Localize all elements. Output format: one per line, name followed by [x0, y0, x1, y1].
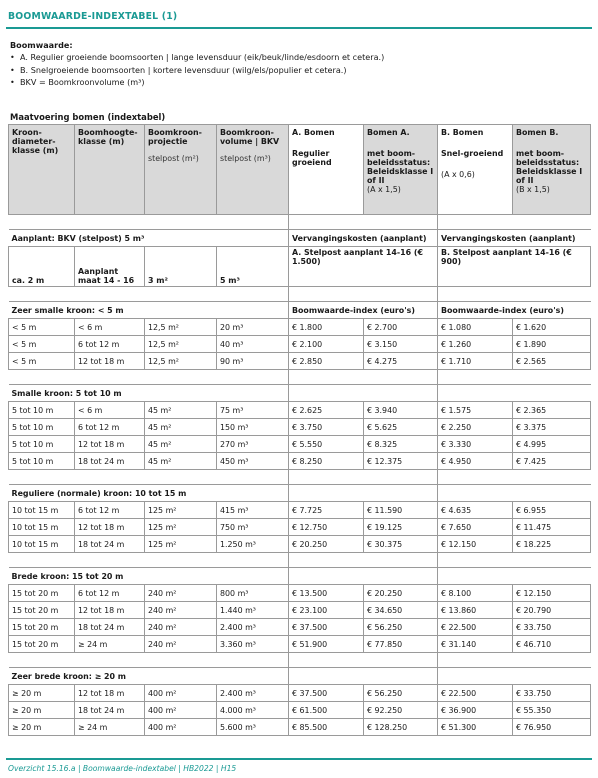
table-cell: € 20.790 [513, 602, 591, 619]
table-cell: 4.000 m³ [217, 702, 289, 719]
section-index-label-a [289, 568, 438, 585]
table-header-row [9, 125, 591, 215]
table-cell: 45 m² [145, 436, 217, 453]
header-crown-volume [217, 125, 289, 215]
table-cell: € 2.850 [289, 353, 364, 370]
table-cell: € 13.500 [289, 585, 364, 602]
planting-label-row [9, 230, 591, 247]
table-row [9, 685, 591, 702]
table-cell: € 61.500 [289, 702, 364, 719]
table-cell: 18 tot 24 m [75, 536, 145, 553]
intro-item: • BKV = Boomkroonvolume (m³) [10, 76, 384, 88]
table-cell: 18 tot 24 m [75, 619, 145, 636]
table-cell: ≥ 20 m [9, 702, 75, 719]
table-cell: 270 m³ [217, 436, 289, 453]
table-cell: € 1.260 [438, 336, 513, 353]
table-cell: 400 m² [145, 719, 217, 736]
planting-label: Aanplant: BKV (stelpost) 5 m³ [9, 230, 289, 247]
header-b-title: B. Bomen [441, 128, 484, 137]
planting-crown: ca. 2 m [9, 247, 75, 287]
table-cell: € 8.250 [289, 453, 364, 470]
table-cell: 12 tot 18 m [75, 436, 145, 453]
table-row [9, 453, 591, 470]
table-cell: € 7.725 [289, 502, 364, 519]
table-cell: 12,5 m² [145, 319, 217, 336]
table-cell: € 3.330 [438, 436, 513, 453]
table-cell: 5 tot 10 m [9, 419, 75, 436]
section-label-row [9, 385, 591, 402]
intro-item: • B. Snelgroeiende boomsoorten | kortere levensduur (wilg/els/populier et cetera.) [10, 64, 384, 76]
table-cell: € 2.250 [438, 419, 513, 436]
table-cell: 20 m³ [217, 319, 289, 336]
table-cell: 5 tot 10 m [9, 402, 75, 419]
spacer-row [9, 370, 591, 385]
spacer-row [9, 653, 591, 668]
table-cell: 3.360 m³ [217, 636, 289, 653]
section-label-row [9, 485, 591, 502]
table-cell: € 8.100 [438, 585, 513, 602]
table-cell: 18 tot 24 m [75, 702, 145, 719]
section-index-label-a: Boomwaarde-index (euro's) [289, 302, 438, 319]
table-cell: € 1.620 [513, 319, 591, 336]
header-crown-projection [145, 125, 217, 215]
header-a-sub: Regulier groeiend [292, 149, 332, 167]
table-row [9, 602, 591, 619]
table-cell: 18 tot 24 m [75, 453, 145, 470]
table-cell: 10 tot 15 m [9, 536, 75, 553]
table-cell: 12 tot 18 m [75, 519, 145, 536]
table-cell: 750 m³ [217, 519, 289, 536]
table-cell: € 12.375 [364, 453, 438, 470]
table-cell: 12,5 m² [145, 353, 217, 370]
table-cell: 800 m³ [217, 585, 289, 602]
table-cell: € 18.225 [513, 536, 591, 553]
planting-post-a: A. Stelpost aanplant 14-16 (€ 1.500) [289, 247, 438, 287]
table-cell: 12 tot 18 m [75, 685, 145, 702]
planting-volume: 5 m³ [217, 247, 289, 287]
table-caption: Maatvoering bomen (indextabel) [10, 112, 166, 122]
spacer-row [9, 470, 591, 485]
table-cell: 125 m² [145, 502, 217, 519]
table-cell: 240 m² [145, 636, 217, 653]
table-cell: 6 tot 12 m [75, 336, 145, 353]
planting-projection: 3 m² [145, 247, 217, 287]
section-label: Zeer brede kroon: ≥ 20 m [9, 668, 289, 685]
table-cell: € 20.250 [289, 536, 364, 553]
table-cell: € 77.850 [364, 636, 438, 653]
table-row [9, 436, 591, 453]
table-cell: € 1.890 [513, 336, 591, 353]
header-a-policy-trees [364, 125, 438, 215]
section-index-label-a [289, 385, 438, 402]
table-cell: 40 m³ [217, 336, 289, 353]
table-cell: 1.440 m³ [217, 602, 289, 619]
intro-block [10, 39, 384, 89]
table-cell: 240 m² [145, 602, 217, 619]
table-row [9, 619, 591, 636]
table-cell: € 5.625 [364, 419, 438, 436]
table-cell: € 7.650 [438, 519, 513, 536]
table-cell: € 12.750 [289, 519, 364, 536]
table-cell: € 1.080 [438, 319, 513, 336]
table-cell: € 12.150 [438, 536, 513, 553]
page-title: BOOMWAARDE-INDEXTABEL (1) [8, 11, 178, 22]
header-ba-factor: (A x 1,5) [367, 185, 401, 194]
table-cell: < 6 m [75, 402, 145, 419]
table-cell: ≥ 24 m [75, 719, 145, 736]
table-cell: < 5 m [9, 353, 75, 370]
section-index-label-b [438, 485, 591, 502]
section-label: Reguliere (normale) kroon: 10 tot 15 m [9, 485, 289, 502]
intro-item: • A. Regulier groeiende boomsoorten | lange levensduur (eik/beuk/linde/esdoorn et cetera.) [10, 51, 384, 63]
table-cell: 45 m² [145, 419, 217, 436]
table-cell: € 22.500 [438, 685, 513, 702]
table-cell: 90 m³ [217, 353, 289, 370]
section-index-label-a [289, 485, 438, 502]
header-bb-factor: (B x 1,5) [516, 185, 550, 194]
table-cell: € 2.100 [289, 336, 364, 353]
table-cell: € 5.550 [289, 436, 364, 453]
table-cell: € 37.500 [289, 685, 364, 702]
table-cell: € 51.900 [289, 636, 364, 653]
table-cell: € 37.500 [289, 619, 364, 636]
table-cell: 12 tot 18 m [75, 353, 145, 370]
planting-cost-label-a: Vervangingskosten (aanplant) [289, 230, 438, 247]
table-cell: € 2.625 [289, 402, 364, 419]
table-cell: € 8.325 [364, 436, 438, 453]
table-cell: < 6 m [75, 319, 145, 336]
table-row [9, 419, 591, 436]
table-cell: 400 m² [145, 685, 217, 702]
spacer-row [9, 553, 591, 568]
table-cell: 6 tot 12 m [75, 419, 145, 436]
table-cell: 2.400 m³ [217, 685, 289, 702]
table-cell: ≥ 20 m [9, 685, 75, 702]
table-row [9, 502, 591, 519]
table-cell: 15 tot 20 m [9, 636, 75, 653]
table-cell: 2.400 m³ [217, 619, 289, 636]
table-cell: 6 tot 12 m [75, 502, 145, 519]
planting-size: Aanplant maat 14 - 16 [75, 247, 145, 287]
section-index-label-a [289, 668, 438, 685]
table-cell: 5.600 m³ [217, 719, 289, 736]
table-cell: 15 tot 20 m [9, 619, 75, 636]
table-cell: ≥ 24 m [75, 636, 145, 653]
table-row [9, 353, 591, 370]
intro-list [10, 51, 384, 88]
table-row [9, 336, 591, 353]
table-cell: € 56.250 [364, 619, 438, 636]
table-cell: € 13.860 [438, 602, 513, 619]
section-label: Zeer smalle kroon: < 5 m [9, 302, 289, 319]
table-cell: € 11.475 [513, 519, 591, 536]
header-crown-projection-sub: stelpost (m²) [148, 154, 199, 163]
table-cell: € 2.565 [513, 353, 591, 370]
table-cell: 5 tot 10 m [9, 436, 75, 453]
table-row [9, 536, 591, 553]
table-cell: € 11.590 [364, 502, 438, 519]
index-table [8, 124, 591, 736]
page-footer: Overzicht 15.16.a | Boomwaarde-indextabel | HB2022 | H15 [8, 764, 237, 773]
header-crown-volume-title: Boomkroon-volume | BKV [220, 128, 280, 146]
header-crown-diameter: Kroon-diameter-klasse (m) [9, 125, 75, 215]
table-cell: € 128.250 [364, 719, 438, 736]
section-index-label-b [438, 668, 591, 685]
table-cell: € 2.700 [364, 319, 438, 336]
table-cell: < 5 m [9, 336, 75, 353]
footer-divider [6, 758, 592, 760]
planting-cost-label-b: Vervangingskosten (aanplant) [438, 230, 591, 247]
title-divider [6, 27, 592, 29]
table-cell: € 51.300 [438, 719, 513, 736]
header-crown-volume-sub: stelpost (m³) [220, 154, 271, 163]
table-cell: 45 m² [145, 453, 217, 470]
section-label-row [9, 568, 591, 585]
table-cell: € 30.375 [364, 536, 438, 553]
table-cell: € 56.250 [364, 685, 438, 702]
table-row [9, 719, 591, 736]
section-label: Brede kroon: 15 tot 20 m [9, 568, 289, 585]
table-cell: € 4.275 [364, 353, 438, 370]
table-cell: € 4.950 [438, 453, 513, 470]
table-cell: 240 m² [145, 619, 217, 636]
table-cell: € 1.800 [289, 319, 364, 336]
table-cell: 12 tot 18 m [75, 602, 145, 619]
table-cell: € 31.140 [438, 636, 513, 653]
table-cell: 125 m² [145, 536, 217, 553]
table-cell: € 12.150 [513, 585, 591, 602]
table-cell: € 1.575 [438, 402, 513, 419]
spacer-row [9, 215, 591, 230]
table-cell: € 3.150 [364, 336, 438, 353]
table-cell: € 3.940 [364, 402, 438, 419]
table-cell: 6 tot 12 m [75, 585, 145, 602]
table-cell: € 92.250 [364, 702, 438, 719]
table-row [9, 519, 591, 536]
header-ba-sub: met boom-beleidsstatus: Beleidsklasse I of II [367, 149, 434, 185]
table-cell: € 4.995 [513, 436, 591, 453]
table-cell: 5 tot 10 m [9, 453, 75, 470]
table-cell: € 85.500 [289, 719, 364, 736]
header-ba-title: Bomen A. [367, 128, 410, 137]
table-row [9, 636, 591, 653]
header-a-trees [289, 125, 364, 215]
section-label-row [9, 302, 591, 319]
table-cell: € 36.900 [438, 702, 513, 719]
section-label: Smalle kroon: 5 tot 10 m [9, 385, 289, 402]
table-cell: 400 m² [145, 702, 217, 719]
table-cell: 10 tot 15 m [9, 519, 75, 536]
table-cell: € 23.100 [289, 602, 364, 619]
table-row [9, 402, 591, 419]
section-index-label-b [438, 568, 591, 585]
table-cell: € 3.375 [513, 419, 591, 436]
table-cell: 75 m³ [217, 402, 289, 419]
table-cell: € 76.950 [513, 719, 591, 736]
header-bb-sub: met boom-beleidsstatus: Beleidsklasse I of II [516, 149, 583, 185]
table-cell: < 5 m [9, 319, 75, 336]
table-cell: € 3.750 [289, 419, 364, 436]
table-cell: € 33.750 [513, 619, 591, 636]
table-cell: 10 tot 15 m [9, 502, 75, 519]
table-row [9, 319, 591, 336]
table-cell: 150 m³ [217, 419, 289, 436]
table-cell: 45 m² [145, 402, 217, 419]
table-cell: 12,5 m² [145, 336, 217, 353]
planting-row [9, 247, 591, 287]
spacer-row [9, 287, 591, 302]
table-cell: € 1.710 [438, 353, 513, 370]
header-crown-projection-title: Boomkroon-projectie [148, 128, 202, 146]
table-cell: 415 m³ [217, 502, 289, 519]
intro-heading: Boomwaarde: [10, 40, 73, 50]
table-cell: € 22.500 [438, 619, 513, 636]
table-row [9, 702, 591, 719]
header-tree-height: Boomhoogte-klasse (m) [75, 125, 145, 215]
planting-post-b: B. Stelpost aanplant 14-16 (€ 900) [438, 247, 591, 287]
table-cell: € 6.955 [513, 502, 591, 519]
header-b-trees [438, 125, 513, 215]
table-cell: 125 m² [145, 519, 217, 536]
table-row [9, 585, 591, 602]
section-label-row [9, 668, 591, 685]
table-cell: € 19.125 [364, 519, 438, 536]
header-a-title: A. Bomen [292, 128, 335, 137]
section-index-label-b [438, 385, 591, 402]
header-b-policy-trees [513, 125, 591, 215]
table-cell: € 4.635 [438, 502, 513, 519]
table-cell: 1.250 m³ [217, 536, 289, 553]
table-cell: € 55.350 [513, 702, 591, 719]
table-cell: € 20.250 [364, 585, 438, 602]
table-cell: 15 tot 20 m [9, 585, 75, 602]
table-cell: 240 m² [145, 585, 217, 602]
table-cell: 450 m³ [217, 453, 289, 470]
header-b-factor: (A x 0,6) [441, 170, 475, 179]
table-cell: € 46.710 [513, 636, 591, 653]
table-cell: € 2.365 [513, 402, 591, 419]
section-index-label-b: Boomwaarde-index (euro's) [438, 302, 591, 319]
table-cell: ≥ 20 m [9, 719, 75, 736]
header-bb-title: Bomen B. [516, 128, 559, 137]
table-cell: € 33.750 [513, 685, 591, 702]
table-cell: € 34.650 [364, 602, 438, 619]
header-b-sub: Snel-groeiend [441, 149, 504, 158]
table-cell: € 7.425 [513, 453, 591, 470]
table-cell: 15 tot 20 m [9, 602, 75, 619]
